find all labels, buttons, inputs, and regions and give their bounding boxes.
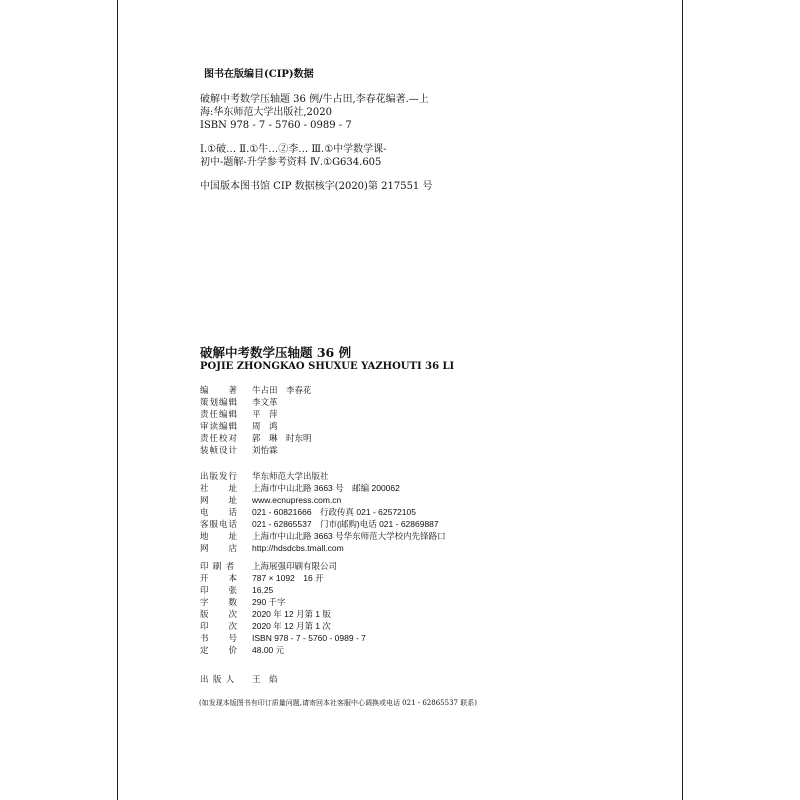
credit-row bbox=[200, 420, 312, 432]
publisher-label: 客服电话 bbox=[200, 519, 239, 529]
publisher-row bbox=[200, 494, 446, 506]
cip-data-block bbox=[200, 68, 480, 193]
publisher-label: 社 址 bbox=[200, 483, 239, 493]
printing-row bbox=[200, 644, 366, 656]
cip-subjects bbox=[200, 143, 480, 169]
credit-value: 牛占田 李春花 bbox=[252, 385, 312, 395]
cip-heading: 图书在版编目(CIP)数据 bbox=[204, 69, 314, 80]
printing-label: 版 次 bbox=[200, 609, 239, 619]
publisher-person-value: 王 焰 bbox=[252, 674, 278, 684]
credit-label: 编 著 bbox=[200, 385, 239, 395]
printing-label: 印 刷 者 bbox=[200, 561, 236, 571]
publisher-value: 上海市中山北路 3663 号 邮编 200062 bbox=[252, 483, 400, 493]
publisher-label: 电 话 bbox=[200, 507, 239, 517]
printing-value: 48.00 元 bbox=[252, 645, 285, 655]
credit-row bbox=[200, 444, 312, 456]
publisher-value: 华东师范大学出版社 bbox=[252, 471, 329, 481]
publisher-person-label: 出 版 人 bbox=[200, 674, 236, 684]
printing-row bbox=[200, 632, 366, 644]
publisher-row bbox=[200, 518, 446, 530]
book-title-block bbox=[200, 345, 454, 373]
credit-row bbox=[200, 396, 312, 408]
printing-value: ISBN 978 - 7 - 5760 - 0989 - 7 bbox=[252, 633, 366, 643]
printing-value: 2020 年 12 月第 1 次 bbox=[252, 621, 331, 631]
credit-row bbox=[200, 432, 312, 444]
publisher-value: 上海市中山北路 3663 号华东师范大学校内先锋路口 bbox=[252, 531, 446, 541]
credit-value: 李文革 bbox=[252, 397, 278, 407]
credit-label: 装帧设计 bbox=[200, 445, 239, 455]
printing-label: 字 数 bbox=[200, 597, 239, 607]
publisher-label: 网 店 bbox=[200, 543, 239, 553]
publisher-label: 网 址 bbox=[200, 495, 239, 505]
printing-row bbox=[200, 584, 366, 596]
publisher-label: 出版发行 bbox=[200, 471, 239, 481]
publisher-person-row bbox=[200, 673, 278, 685]
printing-label: 书 号 bbox=[200, 633, 239, 643]
credit-label: 责任编辑 bbox=[200, 409, 239, 419]
credits-list bbox=[200, 384, 312, 456]
printing-value: 上海展强印刷有限公司 bbox=[252, 561, 338, 571]
quality-notice: (如发现本版图书有印订质量问题,请寄回本社客服中心调换或电话 021 - 62865537 联系) bbox=[199, 699, 477, 707]
cip-entry bbox=[200, 93, 480, 132]
credit-value: 平 萍 bbox=[252, 409, 278, 419]
credit-value: 郭 琳 时东明 bbox=[252, 433, 312, 443]
printing-row bbox=[200, 560, 366, 572]
cip-record-number: 中国版本图书馆 CIP 数据核字(2020)第 217551 号 bbox=[200, 181, 433, 192]
credit-label: 策划编辑 bbox=[200, 397, 239, 407]
credit-row bbox=[200, 384, 312, 396]
printing-value: 787 × 1092 16 开 bbox=[252, 573, 324, 583]
credit-value: 周 鸿 bbox=[252, 421, 278, 431]
printing-value: 16.25 bbox=[252, 585, 274, 595]
printing-row bbox=[200, 572, 366, 584]
cip-isbn-line: ISBN 978 - 7 - 5760 - 0989 - 7 bbox=[200, 120, 352, 131]
printing-row bbox=[200, 608, 366, 620]
credit-label: 责任校对 bbox=[200, 433, 239, 443]
credit-row bbox=[200, 408, 312, 420]
publisher-person bbox=[200, 673, 278, 685]
book-title-pinyin: POJIE ZHONGKAO SHUXUE YAZHOUTI 36 LI bbox=[200, 361, 455, 372]
publisher-value: http://hdsdcbs.tmall.com bbox=[252, 543, 344, 553]
printing-info-list bbox=[200, 560, 366, 656]
printing-value: 2020 年 12 月第 1 版 bbox=[252, 609, 331, 619]
credit-value: 刘怡霖 bbox=[252, 445, 278, 455]
publisher-row bbox=[200, 506, 446, 518]
publisher-row bbox=[200, 470, 446, 482]
publisher-row bbox=[200, 530, 446, 542]
publisher-value: www.ecnupress.com.cn bbox=[252, 495, 342, 505]
printing-row bbox=[200, 596, 366, 608]
cip-subject-line: Ⅰ.①破… Ⅱ.①牛…②李… Ⅲ.①中学数学课- bbox=[200, 144, 387, 155]
publisher-row bbox=[200, 482, 446, 494]
book-title: 破解中考数学压轴题 36 例 bbox=[200, 345, 352, 360]
printing-row bbox=[200, 620, 366, 632]
printing-label: 印 次 bbox=[200, 621, 239, 631]
publisher-label: 地 址 bbox=[200, 531, 239, 541]
printing-label: 印 张 bbox=[200, 585, 239, 595]
cip-entry-line: 海:华东师范大学出版社,2020 bbox=[200, 107, 332, 118]
credit-label: 审读编辑 bbox=[200, 421, 239, 431]
publisher-row bbox=[200, 542, 446, 554]
printing-label: 开 本 bbox=[200, 573, 239, 583]
cip-entry-line: 破解中考数学压轴题 36 例/牛占田,李春花编著.—上 bbox=[200, 94, 429, 105]
printing-label: 定 价 bbox=[200, 645, 239, 655]
cip-subject-line: 初中-题解-升学参考资料 Ⅳ.①G634.605 bbox=[200, 157, 382, 168]
publisher-info-list bbox=[200, 470, 446, 554]
publisher-value: 021 - 60821666 行政传真 021 - 62572105 bbox=[252, 507, 416, 517]
publisher-value: 021 - 62865537 门市(邮购)电话 021 - 62869887 bbox=[252, 519, 439, 529]
printing-value: 290 千字 bbox=[252, 597, 286, 607]
